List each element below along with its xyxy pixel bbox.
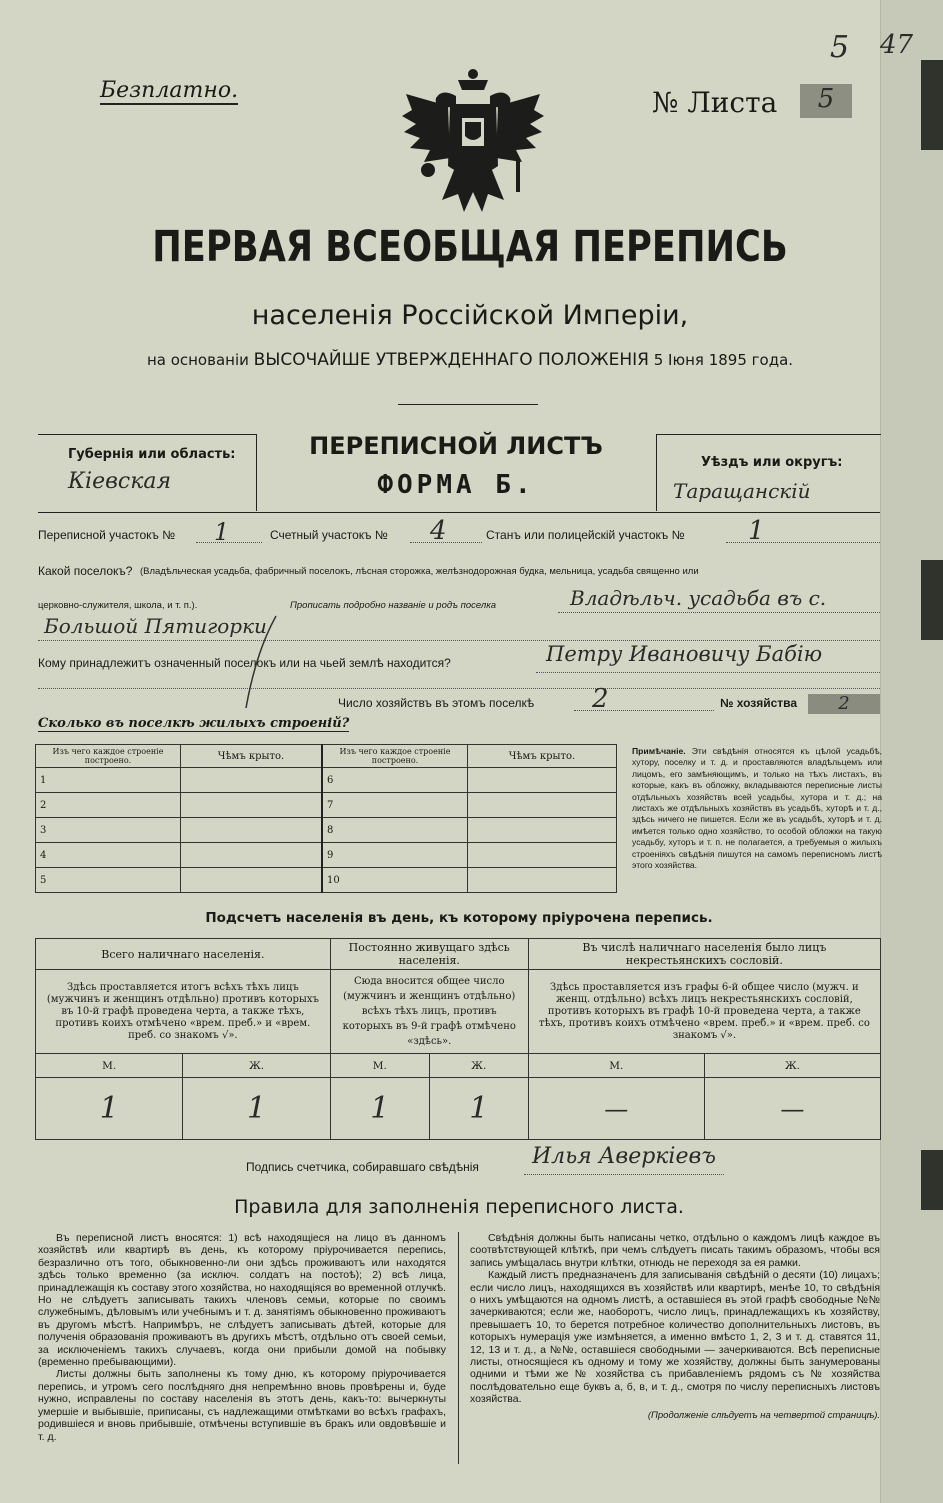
- table-row: [36, 818, 617, 843]
- rules-left-p1: Въ переписной листъ вносятся: 1) всѣ находящіеся на лицо въ данномъ хозяйствѣ или квартирѣ въ день, къ которому пріурочивается перепись, безразлично отъ того, обыкновенно-ли они здѣсь проживаютъ или находятся здѣсь только временно (за исключ. солдатъ на постоѣ); 2) всѣ лица, принадлежащія къ составу этого хозяйства, но находящіяся во временной отлучкѣ. Но не слѣдуетъ записывать такихъ членовъ семьи, которые по своимъ служебнымъ, дѣловымъ или учебнымъ и т. д. занятіямъ обыкновенно проживаютъ въ другомъ мѣстѣ. Напримѣръ, не слѣдуетъ записывать дѣтей, которые для полученія образованія проживаютъ въ другихъ мѣстѣ, отдѣльно отъ своей семьи, за исключеніемъ такихъ случаевъ, когда они прибыли домой на побывку (временно пребывающими).: [38, 1232, 446, 1369]
- households-line: [574, 710, 714, 711]
- double-headed-eagle-icon: [398, 66, 548, 224]
- resident-m: 1: [330, 1078, 429, 1140]
- basis-prefix: на основаніи: [146, 351, 249, 369]
- next-page-edge: [880, 0, 943, 1503]
- z-label: Ж.: [429, 1054, 528, 1078]
- total-m: 1: [36, 1078, 183, 1140]
- col3-text: Здѣсь проставляется изъ графы 6-й общее число (мужч. и женщ. отдѣльно) всѣхъ лицъ некрестьянскихъ сословій, противъ которыхъ въ графѣ 10-й проведена черта, а также тѣхъ, противъ коихъ отмѣчено «врем. преб.» и «врем. преб. со знакомъ √».: [528, 970, 880, 1054]
- rules-right-p1: Свѣдѣнія должны быть написаны четко, отдѣльно о каждомъ лицѣ каждое въ соотвѣтствующей клѣткѣ, при чемъ слѣдуетъ писать такимъ образомъ, чтобы вся запись умѣщалась внутри клѣтки, отнюдь не переходя за ея рамки.: [470, 1232, 880, 1269]
- signature-line: [524, 1174, 724, 1175]
- col-built-right: Изъ чего каждое строеніе построено.: [322, 745, 468, 768]
- m-label: М.: [36, 1054, 183, 1078]
- note-block: [632, 746, 882, 871]
- table-row: [36, 768, 617, 793]
- rules-right-column: [470, 1232, 880, 1422]
- divider: [398, 404, 538, 405]
- col-roof-left: Чѣмъ крыто.: [181, 745, 323, 768]
- col2-title: Постоянно живущаго здѣсь населенія.: [330, 939, 528, 970]
- signature-label: Подпись счетчика, собиравшаго свѣдѣнія: [246, 1160, 479, 1174]
- sheet-no-label: № Листа: [652, 86, 778, 119]
- row-number: 9: [322, 843, 468, 868]
- stan-label: Станъ или полицейскій участокъ №: [486, 528, 685, 542]
- table-row: [36, 868, 617, 893]
- resident-z: 1: [429, 1078, 528, 1140]
- table-row: [36, 793, 617, 818]
- row-number: 10: [322, 868, 468, 893]
- row-number: 4: [36, 843, 181, 868]
- col-roof-right: Чѣмъ крыто.: [468, 745, 617, 768]
- owner-line-2: [38, 688, 880, 689]
- rules-left-column: [38, 1232, 446, 1443]
- rules-left-p2: Листы должны быть заполнены къ тому дню, къ которому пріурочивается перепись, и утромъ сего послѣдняго дня непремѣнно вновь провѣрены и, буде нужно, исправлены по составу населенія въ этотъ день, какъ-то: вычеркнуты умершіе и выбывшіе, приписаны, съ надлежащими отмѣтками во всѣхъ графахъ, родившіеся и вновь прибывшіе, отмѣчены вступившіе въ бракъ или овдовѣвшіе и т. д.: [38, 1368, 446, 1443]
- form-label: ФОРМА Б.: [377, 470, 535, 500]
- row-number: 3: [36, 818, 181, 843]
- households-label: Число хозяйствъ въ этомъ поселкѣ: [338, 696, 535, 710]
- buildings-table: [35, 744, 617, 893]
- m-label: М.: [528, 1054, 704, 1078]
- rules-continued: (Продолженіе слѣдуетъ на четвертой страницѣ).: [647, 1409, 880, 1421]
- basis-line: [60, 350, 880, 370]
- gubernia-box: [38, 434, 257, 511]
- uezd-box: [656, 434, 881, 511]
- col1-title: Всего наличнаго населенія.: [36, 939, 331, 970]
- stan-value: 1: [748, 516, 765, 546]
- basis-date: 5 Іюня 1895 года.: [653, 351, 794, 369]
- owner-value: Петру Ивановичу Бабію: [546, 642, 823, 666]
- basis-text: ВЫСОЧАЙШЕ УТВЕРЖДЕННАГО ПОЛОЖЕНІЯ: [253, 350, 649, 370]
- total-z: 1: [183, 1078, 330, 1140]
- settlement-line-1: [558, 612, 880, 613]
- perepisnoy-label: Переписной участокъ №: [38, 528, 176, 542]
- row-number: 7: [322, 793, 468, 818]
- count-heading: Подсчетъ населенія въ день, къ которому пріурочена перепись.: [205, 910, 713, 926]
- settlement-hint-1: (Владѣльческая усадьба, фабричный поселокъ, лѣсная сторожка, желѣзнодорожная будка, мельница, усадьба священно или: [140, 566, 699, 577]
- schetny-value: 4: [430, 516, 447, 546]
- rule-line: [38, 512, 880, 513]
- table-row: [36, 843, 617, 868]
- count-table: [35, 938, 881, 1140]
- col2-text: Сюда вносится общее число (мужчинъ и женщинъ отдѣльно) всѣхъ тѣхъ лицъ, противъ которыхъ въ 9-й графѣ отмѣчено «здѣсь».: [330, 970, 528, 1054]
- uezd-value: Таращанскій: [673, 479, 811, 503]
- owner-label: Кому принадлежитъ означенный поселокъ или на чьей землѣ находится?: [38, 656, 451, 670]
- settlement-label: Какой поселокъ?: [38, 564, 133, 578]
- settlement-value-2: Большой Пятигорки: [44, 614, 267, 638]
- settlement-value-1: Владѣльч. усадьба въ с.: [570, 586, 827, 610]
- main-title: ПЕРВАЯ ВСЕОБЩАЯ ПЕРЕПИСЬ: [152, 222, 788, 272]
- rules-right-p2: Каждый листъ предназначенъ для записыванія свѣдѣній о десяти (10) лицахъ; если число лицъ, находящихся въ хозяйствѣ или квартирѣ, менѣе 10, то свѣдѣнія о нихъ умѣщаются на одномъ листѣ, а оставшіеся въ этой графѣ свободные №№ зачеркиваются; если же, наоборотъ, число лицъ, принадлежащихъ къ хозяйству, превышаетъ 10, то берется потребное количество дополнительныхъ листовъ, въ которыхъ нумерація уже измѣняется, а именно вмѣсто 1, 2, 3 и т. д. ставятся 11, 12, 13 и т. д., а №№, оставшіеся свободными — зачеркиваются. Всѣ переписные листы, относящіеся къ одному и тому же хозяйству, должны быть занумерованы одними и тѣми же № хозяйства съ прибавленіемъ рядомъ съ № хозяйства послѣдовательно еще буквъ а, б, в, и т. д., смотря по числу переписныхъ листовъ хозяйства.: [470, 1269, 880, 1406]
- page-number-hw: 47: [880, 30, 914, 60]
- pen-stroke: [236, 612, 286, 712]
- row-number: 1: [36, 768, 181, 793]
- schetny-label: Счетный участокъ №: [270, 528, 388, 542]
- settlement-hint-3: Прописать подробно названіе и родъ поселка: [290, 600, 497, 611]
- row-number: 8: [322, 818, 468, 843]
- signature-value: Илья Аверкіевъ: [532, 1144, 716, 1169]
- nonpeasant-z: —: [704, 1078, 880, 1140]
- col-built-left: Изъ чего каждое строеніе построено.: [36, 745, 181, 768]
- uezd-label: Уѣздъ или округъ:: [701, 455, 843, 470]
- rules-divider: [458, 1232, 459, 1464]
- sheet-no-value: 5: [800, 84, 852, 118]
- col3-title: Въ числѣ наличнаго населенія было лицъ некрестьянскихъ сословій.: [528, 939, 880, 970]
- households-value: 2: [592, 684, 609, 714]
- sheet-title: ПЕРЕПИСНОЙ ЛИСТЪ: [309, 432, 603, 460]
- settlement-line-2: [38, 640, 880, 641]
- settlement-hint-2: церковно-служителя, школа, и т. п.).: [38, 600, 198, 611]
- z-label: Ж.: [704, 1054, 880, 1078]
- perepisnoy-value: 1: [214, 518, 230, 546]
- household-no-value: 2: [808, 694, 880, 714]
- gubernia-label: Губернія или область:: [68, 447, 236, 462]
- m-label: М.: [330, 1054, 429, 1078]
- note-title: Примѣчаніе.: [632, 746, 686, 756]
- row-number: 2: [36, 793, 181, 818]
- col1-text: Здѣсь проставляется итогъ всѣхъ тѣхъ лицъ (мужчинъ и женщинъ отдѣльно) противъ которыхъ въ 10-й графѣ проведена черта, а также тѣхъ, противъ коихъ отмѣчено «врем. преб.» и «врем. преб. со знакомъ √».: [36, 970, 331, 1054]
- nonpeasant-m: —: [528, 1078, 704, 1140]
- sheet-number-corner-hw: 5: [830, 30, 850, 65]
- note-text: Эти свѣдѣнія относятся къ цѣлой усадьбѣ, хутору, поселку и т. д. и проставляются владѣльцемъ или лицомъ, его замѣняющимъ, и только на тѣхъ листахъ, въ которые, какъ въ обложку, вкладываются переписные листы отдѣльныхъ хозяйствъ всей усадьбы, хутора и т. д.; на листахъ же отдѣльныхъ хозяйствъ въ усадьбѣ, хуторѣ и т. д., здѣсь ничего не пишется. Если же въ усадьбѣ, хуторѣ и т. д. имѣется только одно хозяйство, то особой обложки на такую усадьбу, хуторъ и т. п. не полагается, а требуемыя о жилыхъ строеніяхъ свѣдѣнія пишутся на самомъ переписномъ листѣ этого хозяйства.: [632, 746, 883, 871]
- row-number: 6: [322, 768, 468, 793]
- z-label: Ж.: [183, 1054, 330, 1078]
- owner-line: [536, 672, 880, 673]
- household-no-label: № хозяйства: [720, 696, 798, 710]
- row-number: 5: [36, 868, 181, 893]
- subtitle: населенія Россійской Имперіи,: [251, 300, 689, 331]
- free-label: Безплатно.: [100, 78, 239, 103]
- gubernia-value: Кіевская: [68, 469, 172, 494]
- rules-title: Правила для заполненія переписного листа.: [234, 1196, 684, 1218]
- buildings-label: Сколько въ поселкѣ жилыхъ строеній?: [38, 716, 350, 731]
